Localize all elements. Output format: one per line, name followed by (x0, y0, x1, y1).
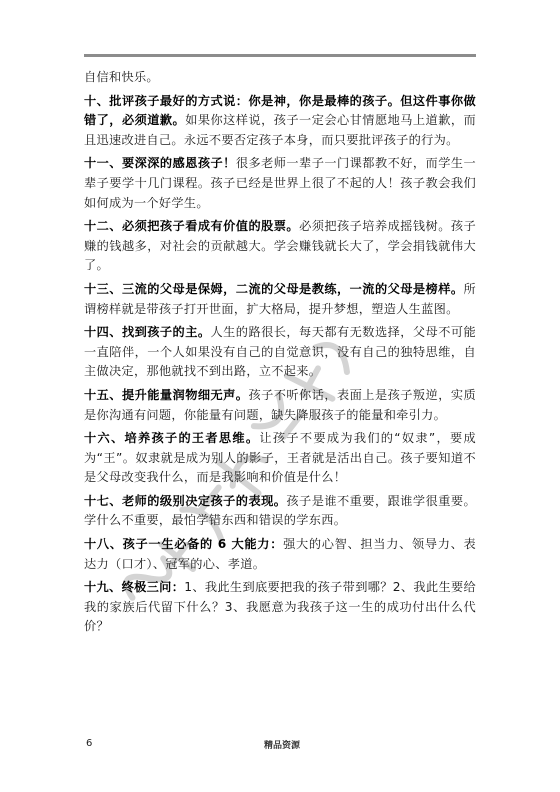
section-18 (84, 535, 476, 574)
section-text: 孩子是谁不重要，跟谁学很重要。学什么不重要，最怕学错东西和错误的学东西。 (84, 493, 476, 528)
section-text: 如果你这样说，孩子一定会心甘情愿地马上道歉，而且迅速改进自己。永远不要否定孩子本身，而只要批评孩子的行为。 (84, 113, 476, 147)
section-heading: 十九、终极三问： (84, 580, 185, 595)
section-17 (84, 492, 476, 531)
section-heading: 十七、老师的级别决定孩子的表现。 (84, 493, 287, 508)
section-heading: 十六、培养孩子的王者思维。 (84, 431, 260, 446)
section-12 (84, 217, 476, 276)
section-heading: 十三、三流的父母是保姆，二流的父母是教练，一流的父母是榜样。 (84, 281, 464, 296)
section-heading: 十五、提升能量润物细无声。 (84, 387, 249, 402)
header-rule (84, 54, 476, 57)
section-19 (84, 578, 476, 637)
section-heading: 十一、要深深的感恩孩子！ (84, 156, 236, 171)
section-heading: 十、批评孩子最好的方式说：你是神，你是最棒的孩子。但这件事你做错了，必须道歉。 (84, 93, 476, 128)
section-heading: 十四、找到孩子的主。 (84, 325, 211, 340)
section-text: 人生的路很长，每天都有无数选择，父母不可能一直陪伴，一个人如果没有自己的自觉意识，没有自己的独特思维，自主做决定，那他就找不到出路，立不起来。 (84, 325, 476, 379)
section-13 (84, 280, 476, 319)
intro-line: 自信和快乐。 (84, 70, 159, 84)
page-number: 6 (86, 738, 93, 749)
document-body (84, 68, 476, 641)
section-10 (84, 92, 476, 151)
section-text: 强大的心智、担当力、领导力、表达力（口才）、冠军的心、孝道。 (84, 537, 476, 571)
section-text: 让孩子不要成为我们的“奴隶”，要成为“王”。奴隶就是成为别人的影子，王者就是活出自己。孩子要知道不是父母改变我什么，而是我影响和价值是什么！ (84, 431, 476, 485)
footer-note: 精品资源 (264, 741, 301, 751)
section-text: 很多老师一辈子一门课都教不好，而学生一辈子要学十几门课程。孩子已经是世界上很了不起的人！孩子教会我们如何成为一个好学生。 (84, 156, 476, 210)
section-16 (84, 429, 476, 488)
section-heading: 十二、必须把孩子看成有价值的股票。 (84, 219, 300, 234)
section-text: 孩子不听你话，表面上是孩子叛逆，实质是你沟通有问题，你能量有问题，缺失降服孩子的能量和牵引力。 (84, 387, 476, 422)
section-11 (84, 154, 476, 213)
section-heading: 十八、孩子一生必备的 6 大能力： (84, 537, 284, 552)
section-text: 所谓榜样就是带孩子打开世面，扩大格局，提升梦想，塑造人生蓝图。 (84, 281, 476, 316)
section-text: 1、我此生到底要把我的孩子带到哪？2、我此生要给我的家族后代留下什么？3、我愿意为我孩子这一生的成功付出什么代价？ (84, 580, 476, 634)
section-15 (84, 386, 476, 425)
section-14 (84, 323, 476, 382)
section-text: 必须把孩子培养成摇钱树。孩子赚的钱越多，对社会的贡献越大。学会赚钱就长大了，学会捐钱就伟大了。 (84, 219, 476, 273)
